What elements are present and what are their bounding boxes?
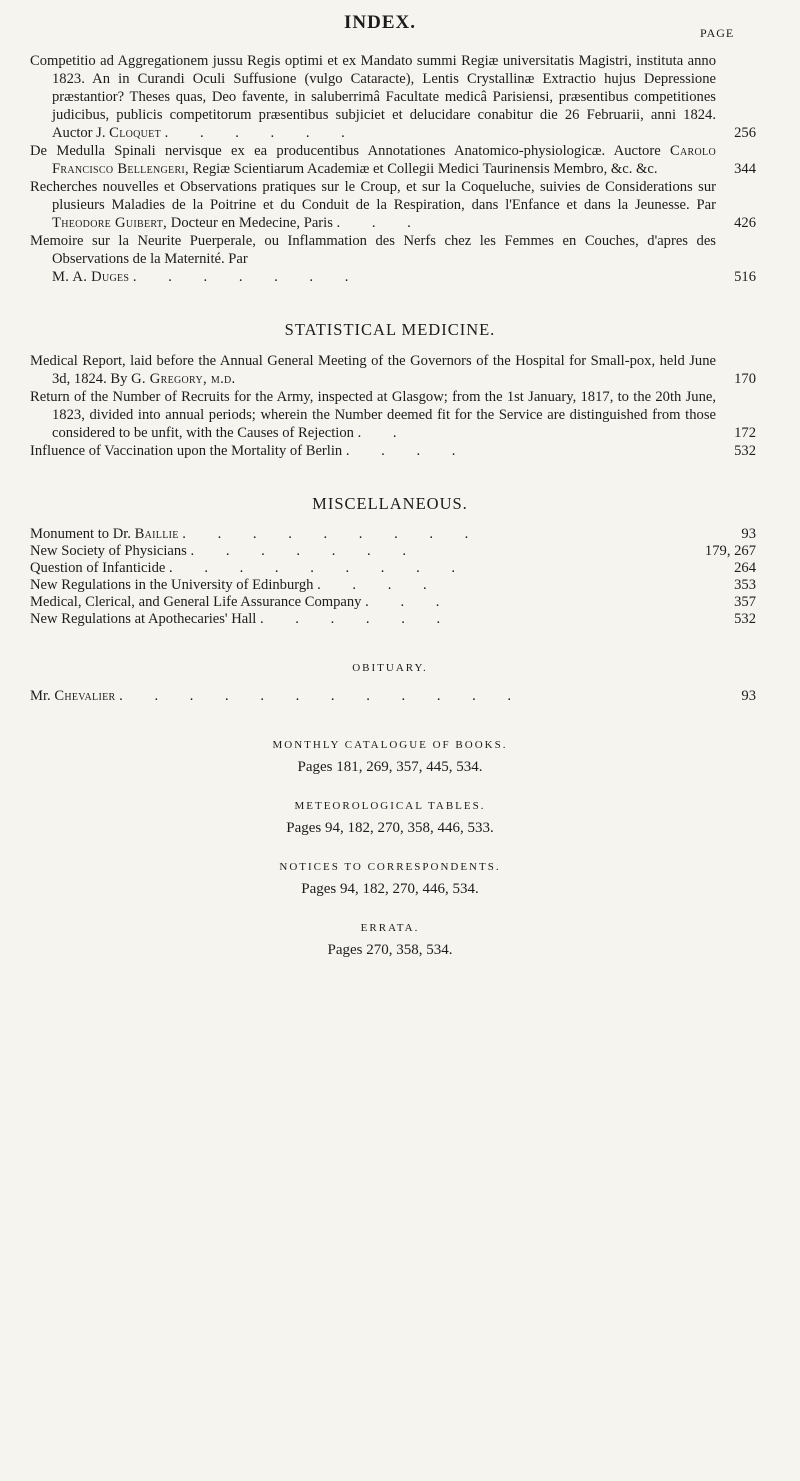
catalogue-pages: Pages 94, 182, 270, 358, 446, 533. xyxy=(286,820,494,836)
author-name: Cloquet xyxy=(109,125,161,141)
index-entry: Competitio ad Aggregationem jussu Regis optimi et ex Mandato summi Regiæ universitatis Magistri, instituta anno 1823. An in Curandi Oculi Suffusione (vulgo Cataracte), Lentis Crystallinæ Extractio hujus Depressione præstantior? Theses quas, Deo favente, in saluberrimâ Facultate medicâ Parisiensi, præsentibus competitiones judicibus, publicis competitorum præsentibus subjiciet et delucidare conabitur die 26 Februarii, anni 1824. Auctor J. Cloquet . . . . . . 256 xyxy=(30,53,756,141)
catalogue-block xyxy=(30,922,750,959)
catalogue-pages: Pages 181, 269, 357, 445, 534. xyxy=(297,759,483,775)
miscellaneous-list xyxy=(30,526,756,628)
author-name: M. A. Duges xyxy=(52,269,130,285)
section-heading-statistical: STATISTICAL MEDICINE. xyxy=(284,320,496,339)
page-number: 357 xyxy=(734,594,756,610)
obituary-list xyxy=(30,688,756,705)
list-item: Mr. Chevalier . . . . . . . . . . . . 93 xyxy=(30,688,756,704)
page-number: 93 xyxy=(741,526,756,542)
person-name: Baillie xyxy=(134,526,179,542)
page-number: 353 xyxy=(734,577,756,593)
section-heading-obituary: OBITUARY. xyxy=(352,662,428,674)
index-entry: De Medulla Spinali nervisque ex ea producentibus Annotationes Anatomico-physiologicæ. Auctore Carolo Francisco Bellengeri, Regiæ Scientiarum Academiæ et Collegii Medici Taurinensis Membro, &c. &c. 344 xyxy=(30,143,756,177)
catalogue-title: METEOROLOGICAL TABLES. xyxy=(294,800,486,812)
author-name: G. Gregory, m.d. xyxy=(131,371,236,387)
index-entry: Recherches nouvelles et Observations pratiques sur le Croup, et sur la Coqueluche, suivies de Considerations sur plusieurs Maladies de la Poitrine et du Conduit de la Respiration, dans l'Enfance et dans la Jeunesse. Par Theodore Guibert, Docteur en Medecine, Paris . . . 426 xyxy=(30,179,756,231)
author-name: Carolo Francisco Bellengeri, xyxy=(52,143,716,177)
page-number: 344 xyxy=(734,161,756,177)
author-name: Theodore Guibert, xyxy=(52,215,168,231)
page-number: 170 xyxy=(734,371,756,387)
index-entry: Memoire sur la Neurite Puerperale, ou Inflammation des Nerfs chez les Femmes en Couches, d'apres des Observations de la Maternité. Par M. A. Duges . . . . . . . 516 xyxy=(30,233,756,285)
catalogue-block xyxy=(30,800,750,837)
catalogue-block xyxy=(30,861,750,898)
page-title: INDEX. xyxy=(344,12,416,33)
page-column-label: PAGE xyxy=(700,26,735,40)
person-name: Chevalier xyxy=(54,688,116,704)
page-number: 93 xyxy=(741,688,756,704)
list-item: Monument to Dr. Baillie . . . . . . . . . 93 xyxy=(30,526,756,542)
page-number: 532 xyxy=(734,611,756,627)
index-entry: Return of the Number of Recruits for the Army, inspected at Glasgow; from the 1st January, 1817, to the 20th June, 1823, divided into annual periods; wherein the Number deemed fit for the Service are distinguished from those considered to be unfit, with the Causes of Rejection . . 172 xyxy=(30,389,756,441)
catalogue-pages: Pages 94, 182, 270, 446, 534. xyxy=(301,881,479,897)
page-number: 264 xyxy=(734,560,756,576)
catalogue-block xyxy=(30,739,750,776)
list-item: New Regulations in the University of Edinburgh . . . . 353 xyxy=(30,577,756,593)
index-body xyxy=(30,52,756,983)
page-number: 172 xyxy=(734,425,756,441)
list-item: Question of Infanticide . . . . . . . . . 264 xyxy=(30,560,756,576)
list-item: New Regulations at Apothecaries' Hall . . . . . . 532 xyxy=(30,611,756,627)
catalogue-title: MONTHLY CATALOGUE OF BOOKS. xyxy=(272,739,508,751)
list-item: Medical, Clerical, and General Life Assurance Company . . . 357 xyxy=(30,594,756,610)
index-entry: Medical Report, laid before the Annual General Meeting of the Governors of the Hospital for Small-pox, held June 3d, 1824. By G. Gregory, m.d. 170 xyxy=(30,353,756,387)
catalogue-title: ERRATA. xyxy=(360,922,420,934)
list-item: New Society of Physicians . . . . . . . 179, 267 xyxy=(30,543,756,559)
catalogue-title: NOTICES TO CORRESPONDENTS. xyxy=(279,861,501,873)
index-entry: Influence of Vaccination upon the Mortality of Berlin . . . . 532 xyxy=(30,443,756,459)
page-number: 516 xyxy=(734,269,756,285)
catalogue-pages: Pages 270, 358, 534. xyxy=(327,942,453,958)
page-number: 179, 267 xyxy=(704,543,756,559)
page-number: 426 xyxy=(734,215,756,231)
section-heading-miscellaneous: MISCELLANEOUS. xyxy=(312,494,468,513)
page-number: 532 xyxy=(734,443,756,459)
page-number: 256 xyxy=(734,125,756,141)
